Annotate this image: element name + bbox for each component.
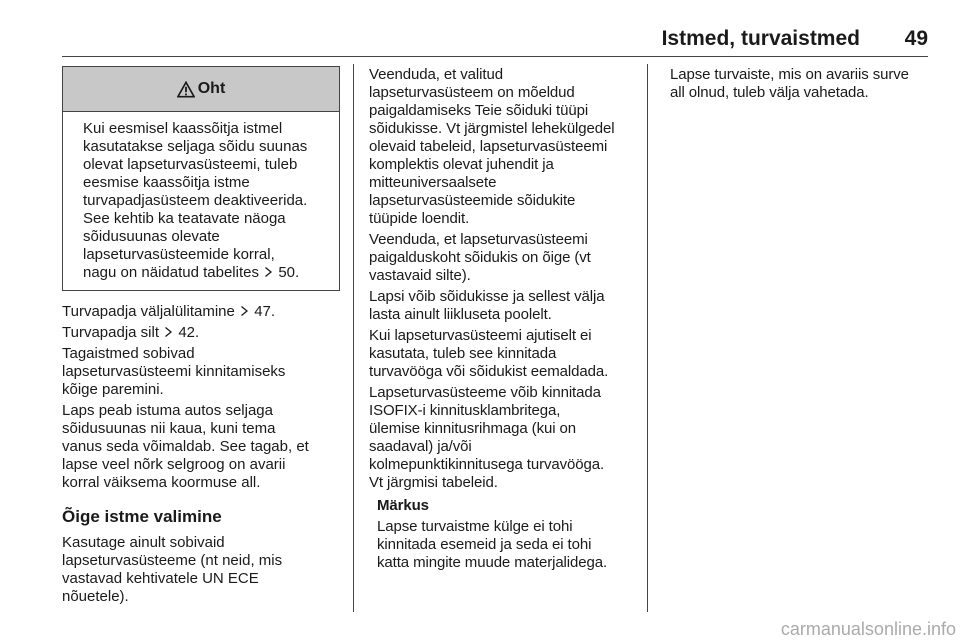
text-line: ISOFIX-i kinnitusklambritega, — [369, 402, 561, 419]
column-divider-1 — [353, 64, 354, 612]
page-ref-arrow-icon — [164, 326, 173, 338]
text: Turvapadja väljalülitamine — [62, 303, 235, 320]
column-divider-2 — [647, 64, 648, 612]
warning-last-line-text: nagu on näidatud tabelites — [83, 264, 259, 281]
paragraph-check-type — [369, 66, 633, 228]
text-line: Lapse turvaistme külge ei tohi — [377, 518, 573, 535]
paragraph-check-location — [369, 231, 633, 285]
text-line: Tagaistmed sobivad — [62, 345, 195, 362]
text-line: kõige paremini. — [62, 381, 164, 398]
note-block — [377, 497, 633, 572]
text: Turvapadja silt — [62, 324, 159, 341]
page-number: 49 — [904, 27, 928, 50]
text-line: Vt järgmisi tabeleid. — [369, 474, 498, 491]
text-line: Lapseturvasüsteeme võib kinnitada — [369, 384, 601, 401]
text-line: tüüpide loendit. — [369, 210, 470, 227]
warning-line: Kui eesmisel kaassõitja istmel — [83, 120, 283, 137]
warning-body — [63, 112, 339, 290]
text-line: lapseturvasüsteem on mõeldud — [369, 84, 575, 101]
text-line: Lapsi võib sõidukisse ja sellest välja — [369, 288, 605, 305]
paragraph-use-suitable — [62, 534, 340, 606]
warning-triangle-icon — [177, 81, 195, 98]
text-line: vastavaid silte). — [369, 267, 471, 284]
text-line: lapseturvasüsteeme (nt neid, mis — [62, 552, 283, 569]
page-reference-link[interactable]: 47. — [254, 303, 276, 320]
text-line: mitteuniversaalsete — [369, 174, 497, 191]
page-ref-arrow-icon — [240, 305, 249, 317]
warning-line: kasutatakse seljaga sõidu suunas — [83, 138, 308, 155]
text-line: Kui lapseturvasüsteemi ajutiselt ei — [369, 327, 592, 344]
text-line: paigalduskoht sõidukis on õige (vt — [369, 249, 591, 266]
text-line: Kasutage ainult sobivaid — [62, 534, 225, 551]
text-line: lapseturvasüsteemi kinnitamiseks — [62, 363, 286, 380]
note-text — [377, 518, 633, 572]
paragraph-rear-seats — [62, 345, 340, 399]
watermark: carmanualsonline.info — [780, 619, 956, 639]
running-header-title: Istmed, turvaistmed — [661, 27, 860, 50]
page-reference-link[interactable]: 50. — [278, 264, 300, 281]
text-line: kinnitada esemeid ja seda ei tohi — [377, 536, 592, 553]
text-line: Veenduda, et valitud — [369, 66, 503, 83]
paragraph-airbag-label — [62, 324, 340, 342]
warning-line: turvapadjasüsteem deaktiveerida. — [83, 192, 308, 209]
text-line: ülemise kinnitusrihmaga (kui on — [369, 420, 576, 437]
paragraph-replace-after-accident — [670, 66, 934, 102]
warning-line — [83, 264, 319, 282]
text-line: paigaldamiseks Teie sõiduki tüüpi — [369, 102, 589, 119]
text-line: komplektis olevat juhendit ja — [369, 156, 554, 173]
text-line: saadaval) ja/või — [369, 438, 472, 455]
text-line: kolmepunktikinnitusega turvavööga. — [369, 456, 605, 473]
text-line: nõuetele). — [62, 588, 129, 605]
text-line: lasta ainult liikluseta poolelt. — [369, 306, 552, 323]
column-2 — [369, 66, 633, 575]
text-line: katta mingite muude materjalidega. — [377, 554, 608, 571]
page-ref-arrow-icon — [264, 266, 273, 278]
paragraph-isofix — [369, 384, 633, 492]
text-line: turvavööga või sõidukist eemaldada. — [369, 363, 609, 380]
paragraph-rear-facing — [62, 402, 340, 492]
paragraph-not-in-use — [369, 327, 633, 381]
text-line: sõidusuunas nii kaua, kuni tema — [62, 420, 276, 437]
text-line: all olnud, tuleb välja vahetada. — [670, 84, 869, 101]
warning-header — [63, 67, 339, 112]
warning-line: lapseturvasüsteemide korral, — [83, 246, 275, 263]
note-heading: Märkus — [377, 497, 429, 514]
page-reference-link[interactable]: 42. — [178, 324, 200, 341]
warning-line: olevat lapseturvasüsteemi, tuleb — [83, 156, 298, 173]
warning-line: eesmise kaassõitja istme — [83, 174, 250, 191]
column-1 — [62, 66, 340, 609]
text-line: lapseturvasüsteemide sõidukite — [369, 192, 576, 209]
warning-title: Oht — [197, 80, 226, 97]
section-heading: Õige istme valimine — [62, 507, 222, 526]
warning-line: sõidusuunas olevate — [83, 228, 220, 245]
text-line: vastavad kehtivatele UN ECE — [62, 570, 259, 587]
text-line: Laps peab istuma autos seljaga — [62, 402, 273, 419]
text-line: korral väiksema koormuse all. — [62, 474, 261, 491]
header-rule — [62, 56, 928, 57]
warning-box — [62, 66, 340, 291]
text-line: vanus seda võimaldab. See tagab, et — [62, 438, 309, 455]
text-line: Lapse turvaiste, mis on avariis surve — [670, 66, 909, 83]
text-line: lapse veel nõrk selgroog on avarii — [62, 456, 286, 473]
warning-line: See kehtib ka teatavate näoga — [83, 210, 286, 227]
text-line: kasutata, tuleb see kinnitada — [369, 345, 557, 362]
text-line: olevaid tabeleid, lapseturvasüsteemi — [369, 138, 608, 155]
column-3 — [670, 66, 934, 105]
paragraph-safe-side — [369, 288, 633, 324]
text-line: sõidukisse. Vt järgmistel lehekülgedel — [369, 120, 615, 137]
text-line: Veenduda, et lapseturvasüsteemi — [369, 231, 588, 248]
paragraph-airbag-deactivation — [62, 303, 340, 321]
